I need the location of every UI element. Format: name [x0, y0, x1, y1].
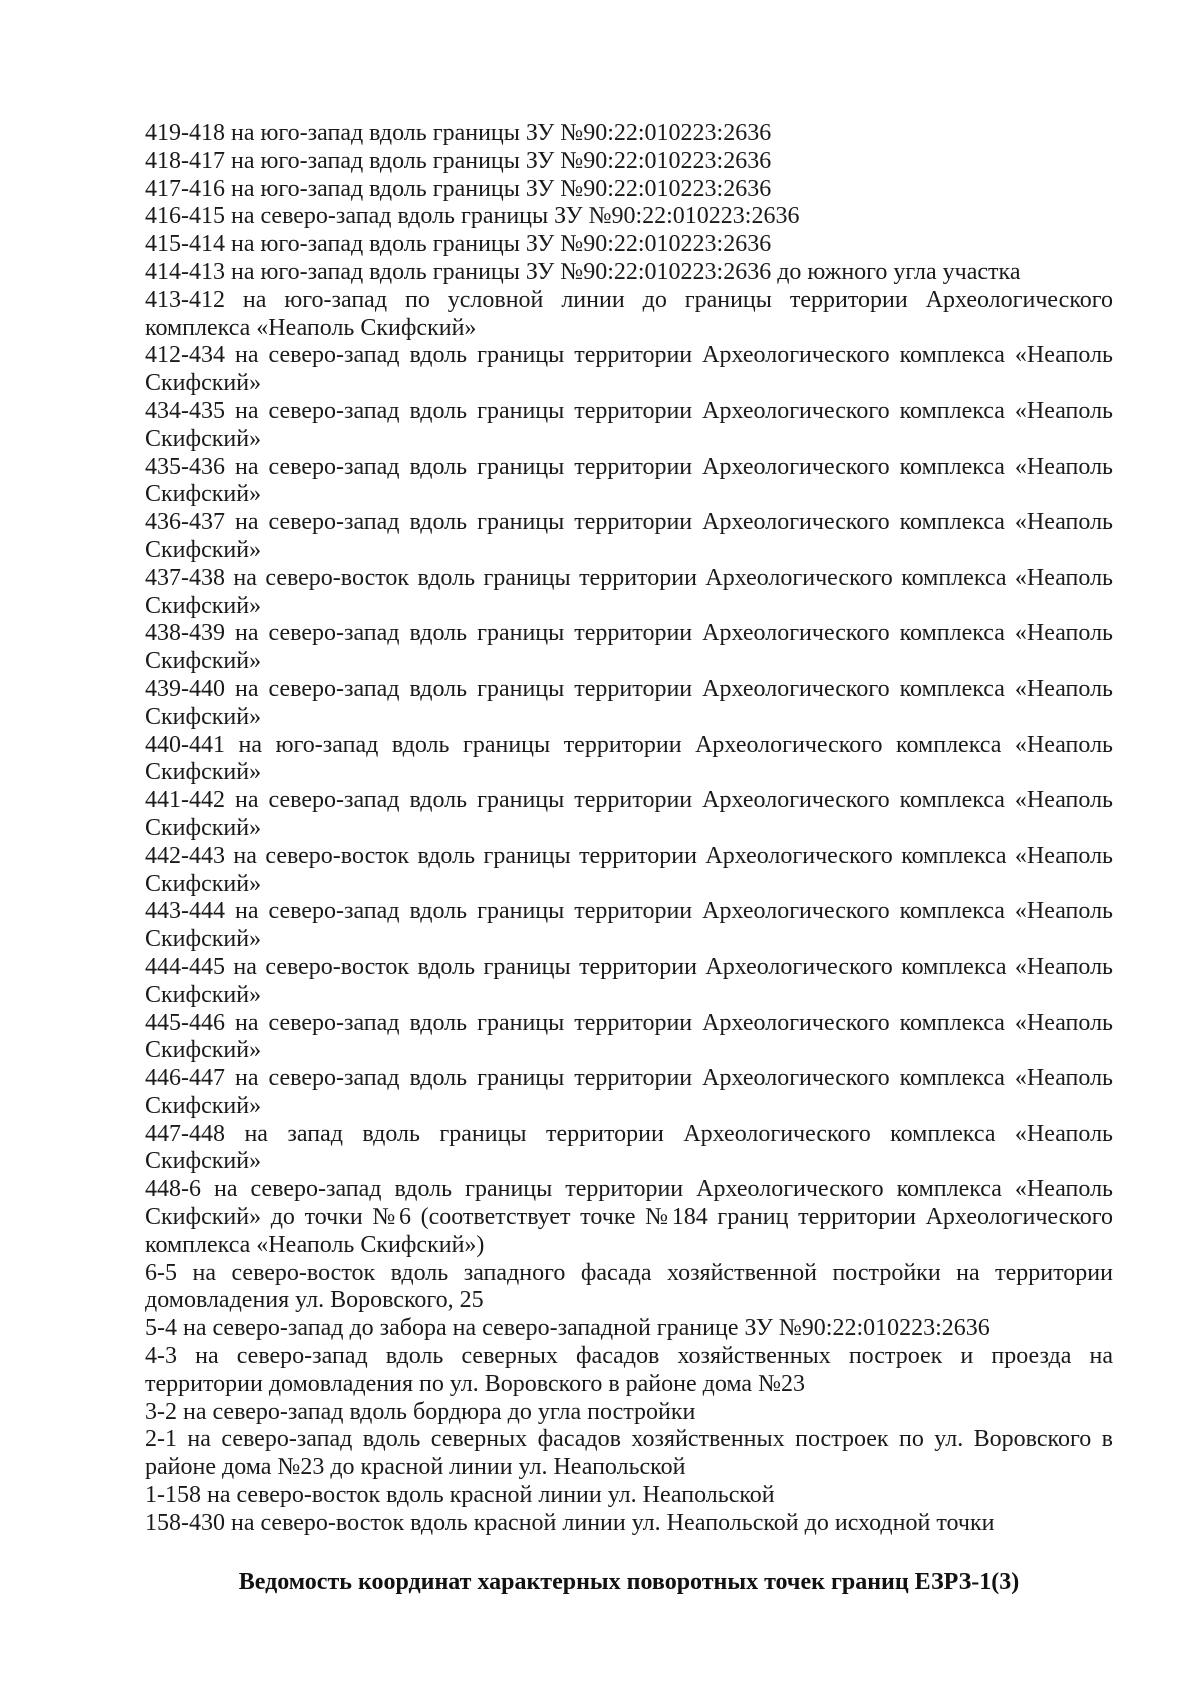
boundary-description	[145, 120, 1113, 1538]
boundary-segment: 419-418 на юго-запад вдоль границы ЗУ №90:22:010223:2636	[145, 120, 772, 146]
boundary-segment: 416-415 на северо-запад вдоль границы ЗУ №90:22:010223:2636	[145, 203, 800, 230]
boundary-segment: 443-444 на северо-запад вдоль границы территории Археологического комплекса «Неаполь Скифский»	[145, 898, 1113, 953]
boundary-segment: 435-436 на северо-запад вдоль границы территории Археологического комплекса «Неаполь Скифский»	[145, 453, 1113, 508]
boundary-segment: 418-417 на юго-запад вдоль границы ЗУ №90:22:010223:2636	[145, 147, 772, 174]
coordinates-table-heading: Ведомость координат характерных поворотных точек границ ЕЗРЗ-1(3)	[238, 1569, 1020, 1595]
boundary-segment: 417-416 на юго-запад вдоль границы ЗУ №90:22:010223:2636	[145, 175, 772, 202]
boundary-segment: 448-6 на северо-запад вдоль границы территории Археологического комплекса «Неаполь Скифский» до точки №6 (соответствует точке №184 границ территории Археологического комплекса «Неаполь Скифский»)	[145, 1176, 1113, 1258]
boundary-segment: 414-413 на юго-запад вдоль границы ЗУ №90:22:010223:2636 до южного угла участка	[145, 258, 1021, 285]
boundary-segment: 440-441 на юго-запад вдоль границы территории Археологического комплекса «Неаполь Скифский»	[145, 731, 1113, 786]
boundary-segment: 2-1 на северо-запад вдоль северных фасадов хозяйственных построек по ул. Воровского в районе дома №23 до красной линии ул. Неапольской	[145, 1426, 1113, 1481]
boundary-segment: 6-5 на северо-восток вдоль западного фасада хозяйственной постройки на территории домовладения ул. Воровского, 25	[145, 1259, 1113, 1314]
boundary-segment: 444-445 на северо-восток вдоль границы территории Археологического комплекса «Неаполь Скифский»	[145, 953, 1113, 1008]
boundary-segment: 445-446 на северо-запад вдоль границы территории Археологического комплекса «Неаполь Скифский»	[145, 1009, 1113, 1064]
boundary-segment: 412-434 на северо-запад вдоль границы территории Археологического комплекса «Неаполь Скифский»	[145, 342, 1113, 397]
boundary-segment: 441-442 на северо-запад вдоль границы территории Археологического комплекса «Неаполь Скифский»	[145, 787, 1113, 841]
boundary-segment: 447-448 на запад вдоль границы территории Археологического комплекса «Неаполь Скифский»	[145, 1120, 1113, 1175]
boundary-segment: 3-2 на северо-запад вдоль бордюра до угла постройки	[145, 1398, 696, 1425]
boundary-segment: 158-430 на северо-восток вдоль красной линии ул. Неапольской до исходной точки	[145, 1509, 995, 1536]
boundary-segment: 413-412 на юго-запад по условной линии до границы территории Археологического комплекса «Неаполь Скифский»	[145, 286, 1113, 341]
boundary-segment: 1-158 на северо-восток вдоль красной линии ул. Неапольской	[145, 1482, 775, 1509]
boundary-segment: 436-437 на северо-запад вдоль границы территории Археологического комплекса «Неаполь Скифский»	[145, 509, 1113, 563]
boundary-segment: 446-447 на северо-запад вдоль границы территории Археологического комплекса «Неаполь Скифский»	[145, 1065, 1113, 1119]
boundary-segment: 5-4 на северо-запад до забора на северо-западной границе ЗУ №90:22:010223:2636	[145, 1315, 990, 1342]
boundary-segment: 4-3 на северо-запад вдоль северных фасадов хозяйственных построек и проезда на территории домовладения по ул. Воровского в районе дома №23	[145, 1343, 1113, 1397]
boundary-segment: 434-435 на северо-запад вдоль границы территории Археологического комплекса «Неаполь Скифский»	[145, 397, 1113, 452]
boundary-segment: 415-414 на юго-запад вдоль границы ЗУ №90:22:010223:2636	[145, 231, 772, 258]
boundary-segment: 442-443 на северо-восток вдоль границы территории Археологического комплекса «Неаполь Скифский»	[145, 842, 1113, 897]
boundary-segment: 437-438 на северо-восток вдоль границы территории Археологического комплекса «Неаполь Скифский»	[145, 564, 1113, 619]
boundary-segment: 439-440 на северо-запад вдоль границы территории Археологического комплекса «Неаполь Скифский»	[145, 675, 1113, 730]
boundary-segment: 438-439 на северо-запад вдоль границы территории Археологического комплекса «Неаполь Скифский»	[145, 620, 1113, 675]
